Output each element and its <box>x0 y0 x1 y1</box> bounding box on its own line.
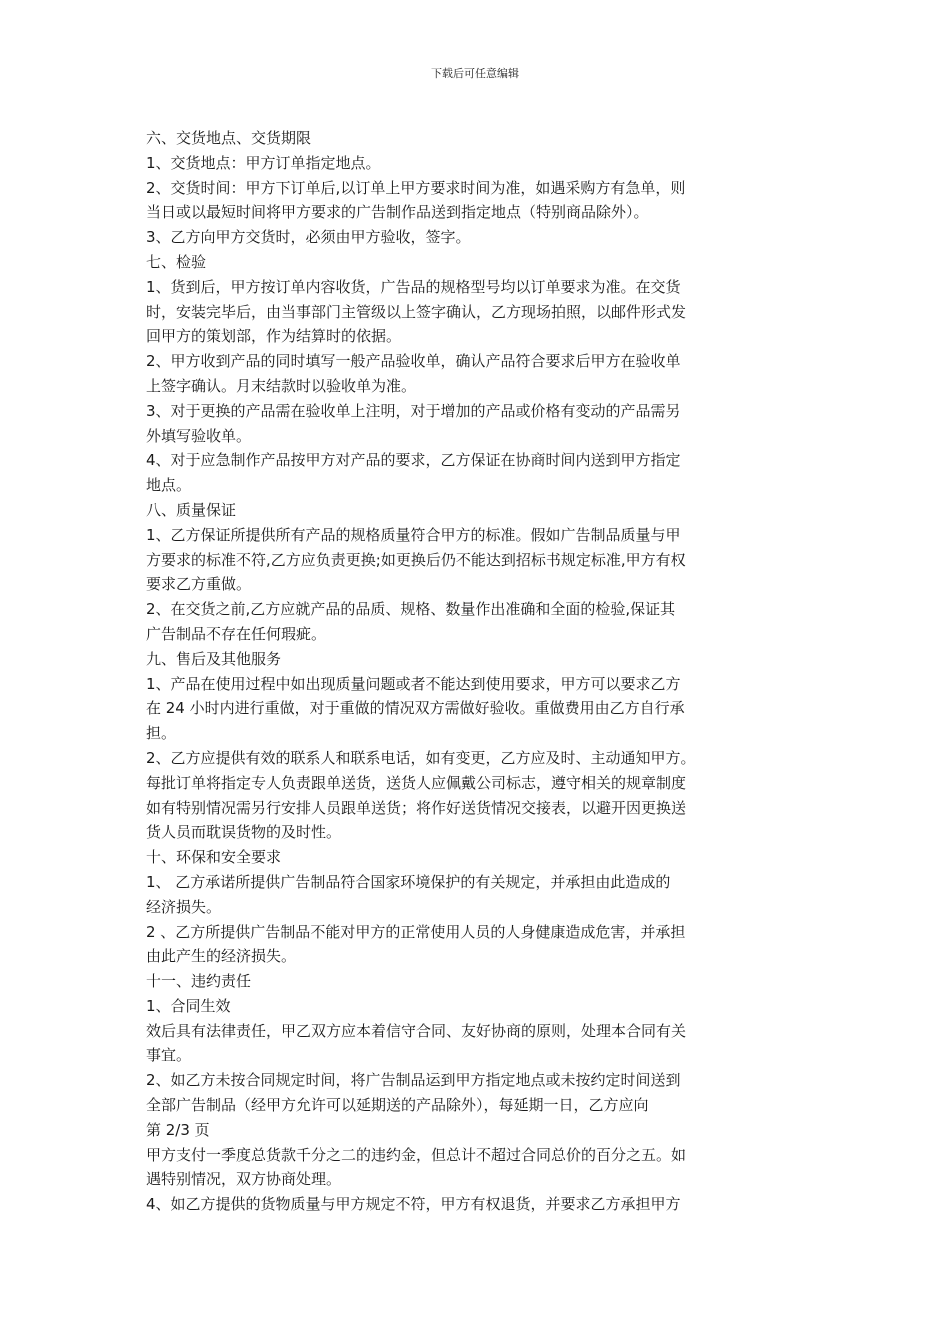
text-line: 由此产生的经济损失。 <box>146 947 297 966</box>
text-line: 在 24 小时内进行重做，对于重做的情况双方需做好验收。重做费用由乙方自行承 <box>146 699 685 718</box>
text-line: 1、乙方保证所提供所有产品的规格质量符合甲方的标准。假如广告制品质量与甲 <box>146 525 681 544</box>
text-line: 担。 <box>146 724 177 743</box>
text-line: 第 2/3 页 <box>146 1120 210 1139</box>
text-line: 七、检验 <box>146 252 207 271</box>
text-line: 十一、违约责任 <box>146 972 252 991</box>
text-line: 每批订单将指定专人负责跟单送货，送货人应佩戴公司标志，遵守相关的规章制度 <box>146 773 687 792</box>
text-line: 2、如乙方未按合同规定时间，将广告制品运到甲方指定地点或未按约定时间送到 <box>146 1071 681 1090</box>
text-line: 甲方支付一季度总货款千分之二的违约金，但总计不超过合同总价的百分之五。如 <box>146 1145 687 1164</box>
text-line: 2 、乙方所提供广告制品不能对甲方的正常使用人员的人身健康造成危害，并承担 <box>146 922 686 941</box>
text-line: 广告制品不存在任何瑕疵。 <box>146 624 327 643</box>
text-line: 货人员而耽误货物的及时性。 <box>146 823 342 842</box>
text-line: 2、甲方收到产品的同时填写一般产品验收单，确认产品符合要求后甲方在验收单 <box>146 352 681 371</box>
text-line: 1、 乙方承诺所提供广告制品符合国家环境保护的有关规定，并承担由此造成的 <box>146 872 671 891</box>
text-line: 全部广告制品（经甲方允许可以延期送的产品除外），每延期一日，乙方应向 <box>146 1096 649 1115</box>
text-line: 时，安装完毕后，由当事部门主管级以上签字确认，乙方现场拍照，以邮件形式发 <box>146 302 687 321</box>
text-line: 2、在交货之前,乙方应就产品的品质、规格、数量作出准确和全面的检验,保证其 <box>146 600 676 619</box>
text-line: 当日或以最短时间将甲方要求的广告制作品送到指定地点（特别商品除外）。 <box>146 203 649 222</box>
text-line: 九、售后及其他服务 <box>146 649 282 668</box>
text-line: 效后具有法律责任，甲乙双方应本着信守合同、友好协商的原则，处理本合同有关 <box>146 1021 687 1040</box>
text-line: 1、合同生效 <box>146 996 231 1015</box>
text-line: 遇特别情况，双方协商处理。 <box>146 1170 342 1189</box>
text-line: 十、环保和安全要求 <box>146 848 282 867</box>
text-line: 3、对于更换的产品需在验收单上注明，对于增加的产品或价格有变动的产品需另 <box>146 401 681 420</box>
text-line: 4、如乙方提供的货物质量与甲方规定不符，甲方有权退货，并要求乙方承担甲方 <box>146 1195 681 1214</box>
text-line: 要求乙方重做。 <box>146 575 252 594</box>
text-line: 2、乙方应提供有效的联系人和联系电话，如有变更，乙方应及时、主动通知甲方。 <box>146 748 696 767</box>
text-line: 外填写验收单。 <box>146 426 252 445</box>
text-line: 3、乙方向甲方交货时，必须由甲方验收，签字。 <box>146 228 471 247</box>
text-line: 4、对于应急制作产品按甲方对产品的要求，乙方保证在协商时间内送到甲方指定 <box>146 451 681 470</box>
text-line: 1、货到后，甲方按订单内容收货，广告品的规格型号均以订单要求为准。在交货 <box>146 277 681 296</box>
text-line: 八、质量保证 <box>146 500 237 519</box>
text-line: 上签字确认。月末结款时以验收单为准。 <box>146 376 417 395</box>
text-line: 六、交货地点、交货期限 <box>146 129 312 147</box>
text-line: 方要求的标准不符,乙方应负责更换;如更换后仍不能达到招标书规定标准,甲方有权 <box>146 550 686 569</box>
document-body <box>146 126 814 1217</box>
text-line: 如有特别情况需另行安排人员跟单送货；将作好送货情况交接表，以避开因更换送 <box>146 798 687 817</box>
text-line: 1、产品在使用过程中如出现质量问题或者不能达到使用要求，甲方可以要求乙方 <box>146 674 681 693</box>
text-line: 经济损失。 <box>146 897 222 916</box>
page-header: 下载后可任意编辑 <box>431 67 519 80</box>
text-line: 事宜。 <box>146 1046 192 1065</box>
text-line: 2、交货时间：甲方下订单后,以订单上甲方要求时间为准，如遇采购方有急单，则 <box>146 178 686 197</box>
text-line: 地点。 <box>146 476 192 495</box>
text-line: 1、交货地点：甲方订单指定地点。 <box>146 153 381 172</box>
text-line: 回甲方的策划部，作为结算时的依据。 <box>146 327 402 346</box>
